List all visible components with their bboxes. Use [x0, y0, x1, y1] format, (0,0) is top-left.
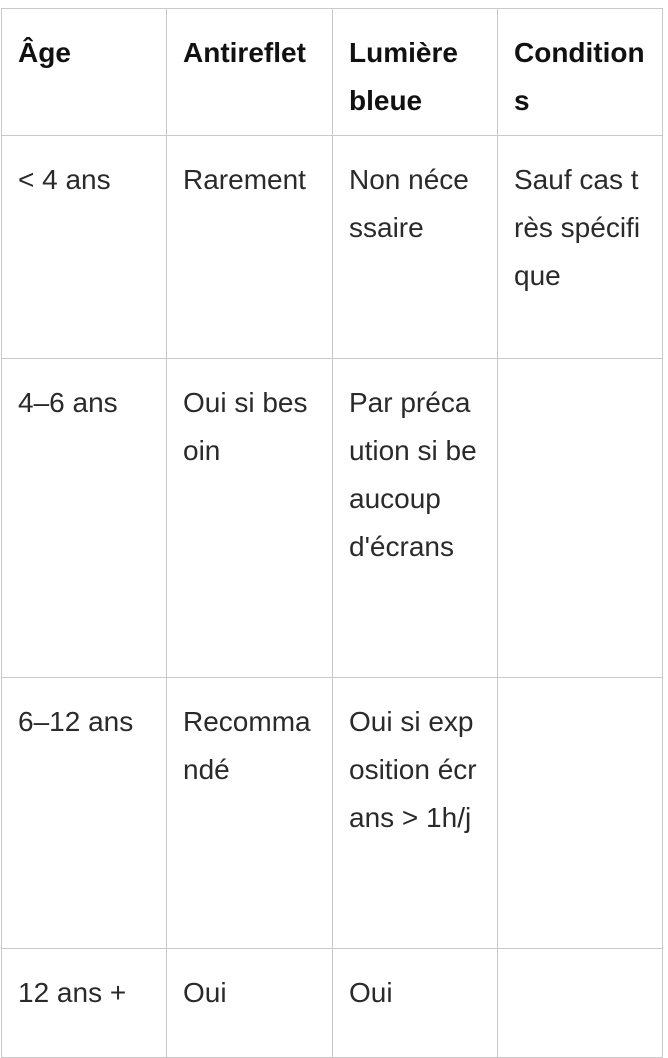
comparison-table — [1, 8, 663, 1058]
cell-age: 6–12 ans — [2, 678, 167, 949]
cell-antireflet: Oui — [167, 949, 333, 1058]
header-age: Âge — [2, 9, 167, 136]
cell-antireflet: Rarement — [167, 136, 333, 359]
cell-lumiere-bleue: Par précaution si beaucoup d'écrans — [333, 359, 498, 678]
cell-lumiere-bleue: Non nécessaire — [333, 136, 498, 359]
cell-conditions: Sauf cas très spécifique — [498, 136, 663, 359]
table-row — [2, 136, 663, 359]
cell-conditions — [498, 678, 663, 949]
table-row — [2, 949, 663, 1058]
table-header-row — [2, 9, 663, 136]
table-row — [2, 678, 663, 949]
cell-lumiere-bleue: Oui — [333, 949, 498, 1058]
header-antireflet: Antireflet — [167, 9, 333, 136]
cell-conditions — [498, 949, 663, 1058]
cell-antireflet: Recommandé — [167, 678, 333, 949]
header-conditions: Conditions — [498, 9, 663, 136]
cell-age: < 4 ans — [2, 136, 167, 359]
table-row — [2, 359, 663, 678]
header-lumiere-bleue: Lumière bleue — [333, 9, 498, 136]
cell-age: 4–6 ans — [2, 359, 167, 678]
cell-lumiere-bleue: Oui si exposition écrans > 1h/j — [333, 678, 498, 949]
cell-age: 12 ans + — [2, 949, 167, 1058]
cell-conditions — [498, 359, 663, 678]
cell-antireflet: Oui si besoin — [167, 359, 333, 678]
